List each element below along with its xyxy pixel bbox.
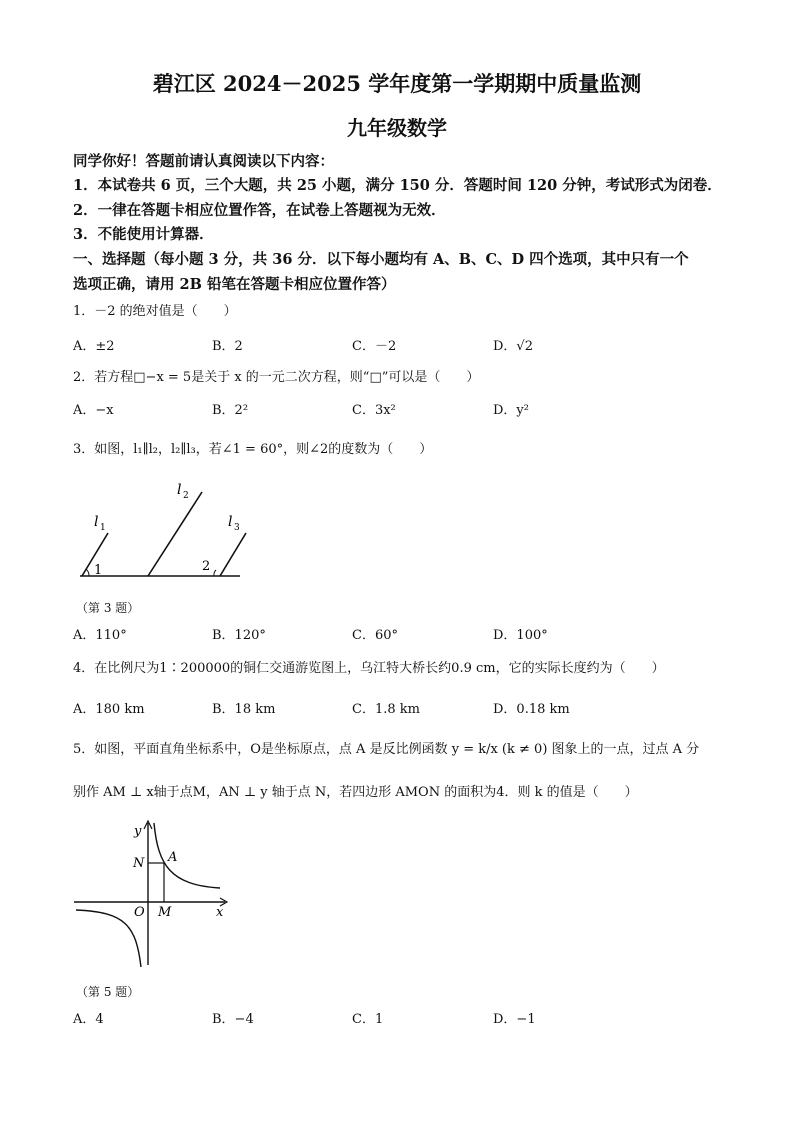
label-x: x: [216, 905, 224, 920]
line-l2: [148, 492, 202, 576]
line-l3: [220, 533, 246, 576]
instruction-item: 2．一律在答题卡相应位置作答，在试卷上答题视为无效．: [73, 202, 446, 219]
option-a: A．180 km: [73, 702, 145, 717]
question-stem-2: 2．若方程□−x = 5是关于 x 的一元二次方程，则“□”可以是（ ）: [73, 370, 480, 385]
option-c: C．－2: [352, 339, 397, 354]
question-stem-4: 4．在比例尺为1∶200000的铜仁交通游览图上，乌江特大桥长约0.9 cm，它的实际长度约为（ ）: [73, 661, 665, 676]
label-o: O: [134, 905, 145, 920]
instruction-item: 1．本试卷共 6 页，三个大题，共 25 小题，满分 150 分．答题时间 120 分钟，考试形式为闭卷．: [73, 177, 722, 194]
label-angle-2: 2: [202, 559, 211, 574]
question-stem-5: 5．如图，平面直角坐标系中，O是坐标原点，点 A 是反比例函数 y = k/x (k ≠ 0) 图象上的一点，过点 A 分: [73, 742, 700, 757]
option-b: B．−4: [212, 1012, 254, 1027]
instruction-item: 3．不能使用计算器．: [73, 226, 214, 243]
label-l1: l: [94, 514, 99, 530]
label-a: A: [168, 850, 178, 865]
option-b: B．2²: [212, 403, 249, 418]
option-b: B．120°: [212, 628, 266, 643]
option-a: A．±2: [73, 339, 115, 354]
option-d: D．√2: [493, 339, 533, 354]
section-heading: 一、选择题（每小题 3 分，共 36 分．以下每小题均有 A、B、C、D 四个选项，其中只有一个: [73, 251, 689, 268]
question-stem-1: 1．－2 的绝对值是（ ）: [73, 304, 237, 319]
option-c: C．1: [352, 1012, 384, 1027]
label-l3: l: [228, 514, 233, 530]
option-a: A．4: [73, 1012, 104, 1027]
label-m: M: [158, 905, 172, 920]
option-b: B．18 km: [212, 702, 276, 717]
section-heading-cont: 选项正确，请用 2B 铅笔在答题卡相应位置作答）: [73, 276, 396, 293]
option-b: B．2: [212, 339, 243, 354]
figure-caption: （第 5 题）: [76, 985, 140, 999]
figure-caption: （第 3 题）: [76, 601, 140, 615]
angle-1-arc: [86, 569, 89, 576]
angle-2-arc: [214, 570, 216, 576]
option-c: C．1.8 km: [352, 702, 420, 717]
exam-subtitle: 九年级数学: [347, 116, 447, 140]
label-l1-sub: 1: [100, 523, 106, 533]
parallel-lines-figure: [70, 478, 260, 586]
label-n: N: [133, 856, 145, 871]
option-d: D．100°: [493, 628, 548, 643]
question-stem-3: 3．如图，l₁∥l₂，l₂∥l₃，若∠1 = 60°，则∠2的度数为（ ）: [73, 442, 433, 457]
label-l2-sub: 2: [183, 491, 189, 501]
option-a: A．−x: [73, 403, 114, 418]
hyperbola-branch-left: [76, 910, 141, 967]
hyperbola-figure: [70, 815, 240, 975]
instructions-greeting: 同学你好！答题前请认真阅读以下内容：: [73, 153, 334, 170]
label-angle-1: 1: [94, 563, 103, 578]
option-d: D．y²: [493, 403, 529, 418]
label-y: y: [134, 824, 142, 839]
option-d: D．−1: [493, 1012, 536, 1027]
exam-title: 碧江区 2024－2025 学年度第一学期期中质量监测: [152, 71, 642, 96]
option-d: D．0.18 km: [493, 702, 570, 717]
label-l3-sub: 3: [234, 523, 240, 533]
label-l2: l: [177, 482, 182, 498]
option-a: A．110°: [73, 628, 127, 643]
option-c: C．3x²: [352, 403, 396, 418]
question-stem-5-cont: 别作 AM ⊥ x轴于点M，AN ⊥ y 轴于点 N，若四边形 AMON 的面积为4．则 k 的值是（ ）: [73, 785, 638, 800]
option-c: C．60°: [352, 628, 398, 643]
